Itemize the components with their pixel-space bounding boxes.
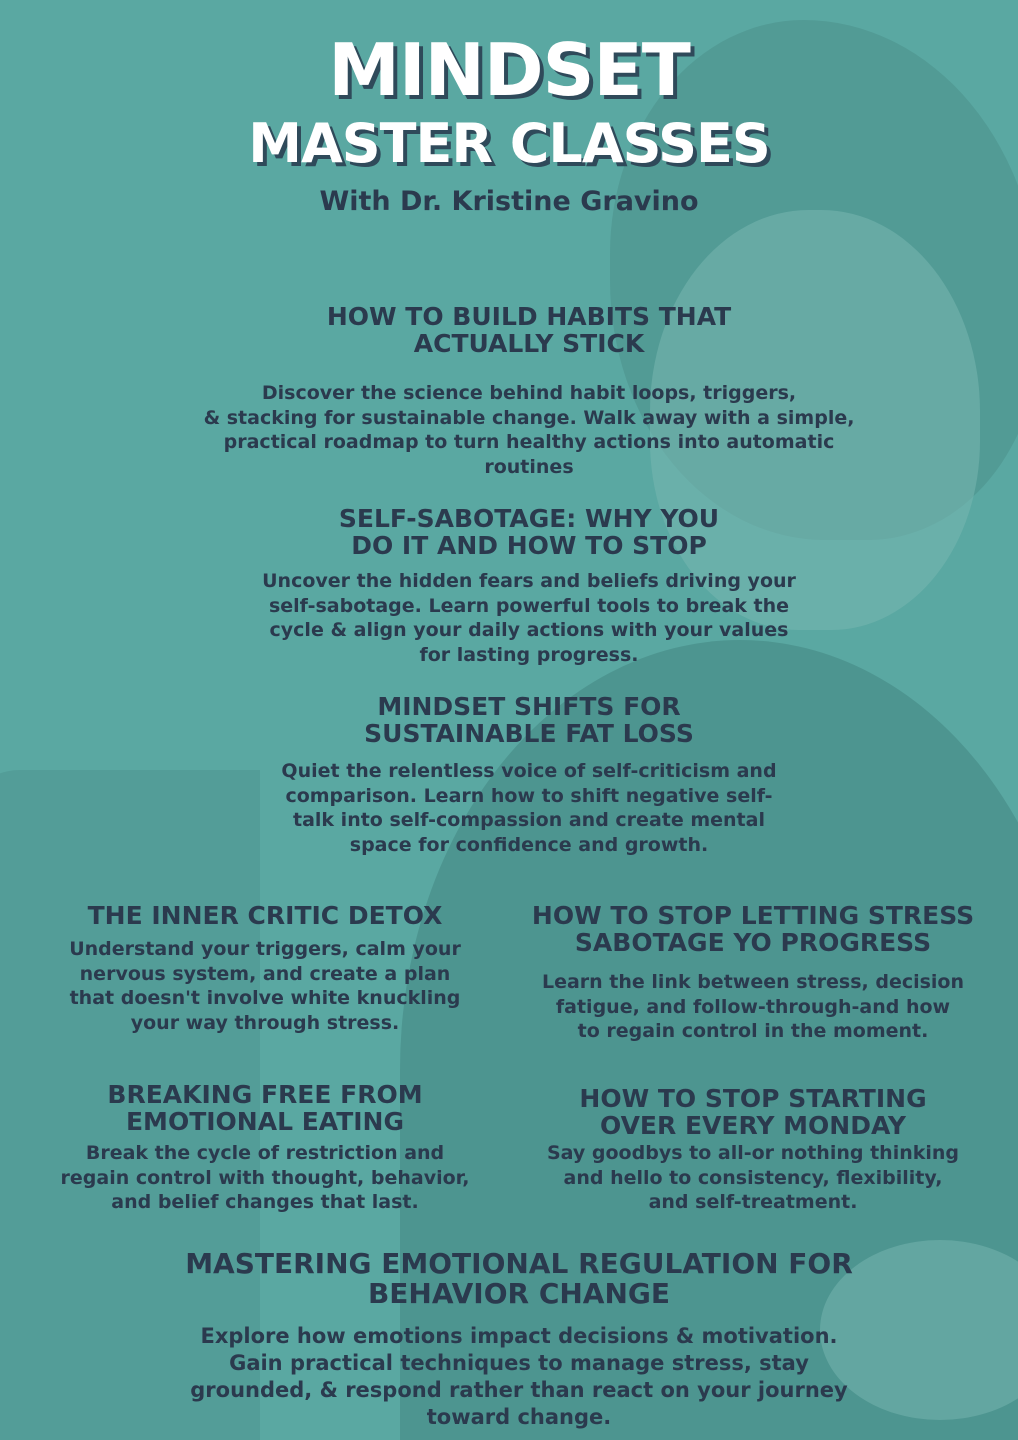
class-mindset-shifts: [240, 693, 818, 857]
class-emotional-regulation: [150, 1249, 888, 1431]
class-habits: [190, 303, 868, 479]
page-title-secondary: MASTER CLASSES: [248, 112, 770, 175]
class-title: HOW TO STOP LETTING STRESS SABOTAGE YO PROGRESS: [531, 901, 975, 957]
class-title: HOW TO STOP STARTING OVER EVERY MONDAY: [579, 1084, 927, 1140]
class-emotional-eating: [55, 1081, 475, 1215]
class-title: MINDSET SHIFTS FOR SUSTAINABLE FAT LOSS: [364, 692, 694, 748]
class-title: THE INNER CRITIC DETOX: [87, 901, 443, 930]
class-title: SELF-SABOTAGE: WHY YOU DO IT AND HOW TO STOP: [338, 504, 720, 560]
class-description: Discover the science behind habit loops, triggers, & stacking for sustainable change. Walk away with a simple, practical roadmap to turn healthy actions into automatic routines: [203, 382, 855, 478]
class-description: Break the cycle of restriction and regain control with thought, behavior, and belief changes that last.: [60, 1142, 470, 1213]
class-description: Explore how emotions impact decisions & motivation. Gain practical techniques to manage stress, stay grounded, & respond rather than react on your journey toward change.: [190, 1324, 848, 1429]
class-description: Say goodbys to all-or nothing thinking and hello to consistency, flexibility, and self-treatment.: [546, 1142, 960, 1213]
class-inner-critic: [60, 902, 470, 1035]
class-description: Learn the link between stress, decision fatigue, and follow-through-and how to regain control in the moment.: [541, 971, 965, 1042]
class-description: Quiet the relentless voice of self-criticism and comparison. Learn how to shift negative self- talk into self-compassion and create mental space for confidence and growth.: [281, 760, 777, 856]
class-title: BREAKING FREE FROM EMOTIONAL EATING: [107, 1080, 423, 1136]
page-title: MINDSET: [328, 28, 690, 112]
class-description: Uncover the hidden fears and beliefs driving your self-sabotage. Learn powerful tools to break the cycle & align your daily actions with your values for lasting progress.: [262, 570, 796, 666]
presenter-subtitle: With Dr. Kristine Gravino: [319, 186, 699, 217]
class-description: Understand your triggers, calm your nervous system, and create a plan that doesn't involve white knuckling your way through stress.: [69, 938, 461, 1034]
class-title: MASTERING EMOTIONAL REGULATION FOR BEHAVIOR CHANGE: [185, 1247, 853, 1310]
class-self-sabotage: [240, 505, 818, 667]
class-stress: [528, 902, 978, 1044]
class-starting-over: [528, 1085, 978, 1215]
class-title: HOW TO BUILD HABITS THAT ACTUALLY STICK: [326, 302, 732, 358]
